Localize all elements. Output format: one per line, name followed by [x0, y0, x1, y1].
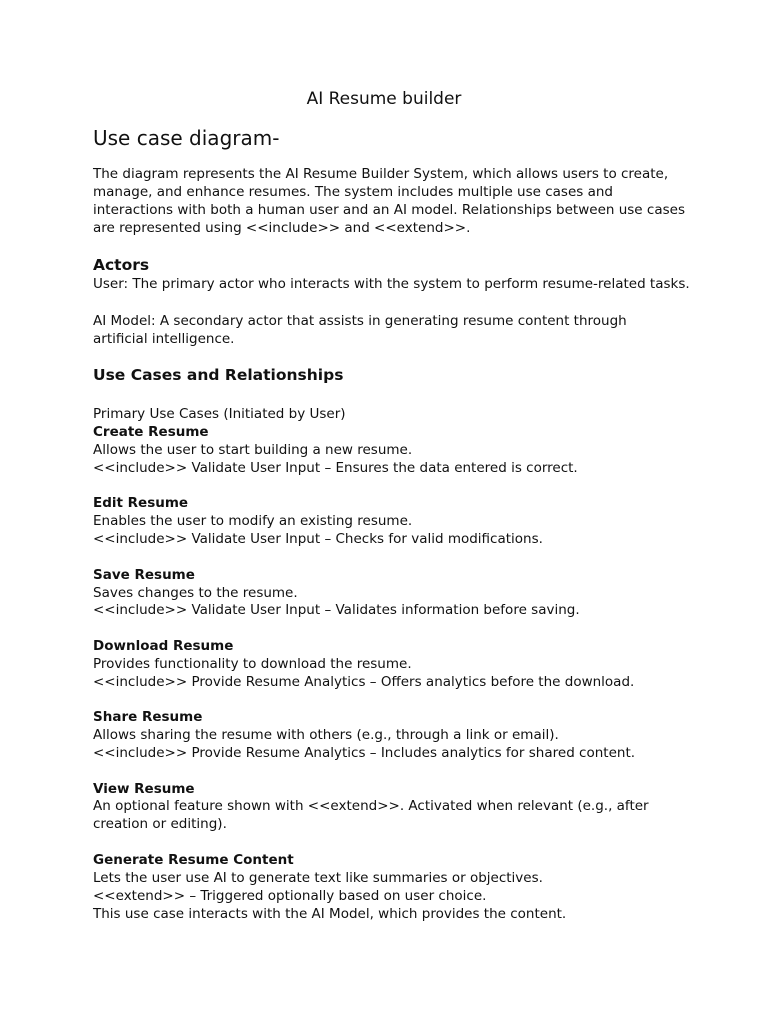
use-case-line: Provides functionality to download the resume. — [93, 656, 412, 672]
actor-user-text: User: The primary actor who interacts with the system to perform resume-related tasks. — [93, 276, 690, 292]
use-case-line: <<extend>> – Triggered optionally based on user choice. — [93, 888, 487, 904]
use-case-title: View Resume — [93, 781, 195, 797]
use-case-line: <<include>> Provide Resume Analytics – Includes analytics for shared content. — [93, 745, 636, 761]
use-case-line: Saves changes to the resume. — [93, 585, 298, 601]
use-case-line: An optional feature shown with <<extend>>. Activated when relevant (e.g., after — [93, 798, 649, 814]
use-case-title: Share Resume — [93, 709, 203, 725]
use-case-title: Download Resume — [93, 638, 234, 654]
intro-paragraph: The diagram represents the AI Resume Builder System, which allows users to create, manage, and enhance resumes. The system includes multiple use cases and interactions with both a human user and an AI model. Relationships between use cases are represented using <<include>> and <<extend>>. — [93, 166, 685, 236]
document-title: AI Resume builder — [306, 89, 462, 109]
use-case-title: Generate Resume Content — [93, 852, 294, 868]
use-cases-heading: Use Cases and Relationships — [93, 366, 344, 384]
use-case-line: <<include>> Validate User Input – Ensures the data entered is correct. — [93, 460, 578, 476]
use-case-line: <<include>> Provide Resume Analytics – Offers analytics before the download. — [93, 674, 635, 690]
use-case-line: <<include>> Validate User Input – Validates information before saving. — [93, 602, 580, 618]
use-case-title: Save Resume — [93, 567, 195, 583]
use-case-line: Enables the user to modify an existing resume. — [93, 513, 413, 529]
use-case-line: This use case interacts with the AI Model, which provides the content. — [93, 906, 567, 922]
use-case-title: Create Resume — [93, 424, 209, 440]
use-case-title: Edit Resume — [93, 495, 189, 511]
use-case-line: <<include>> Validate User Input – Checks for valid modifications. — [93, 531, 543, 547]
actor-ai-model-text: AI Model: A secondary actor that assists in generating resume content through artificial intelligence. — [93, 313, 627, 347]
use-case-line: creation or editing). — [93, 816, 227, 832]
primary-use-cases-label: Primary Use Cases (Initiated by User) — [93, 406, 346, 422]
use-case-line: Lets the user use AI to generate text like summaries or objectives. — [93, 870, 543, 886]
actors-heading: Actors — [93, 256, 150, 274]
use-case-line: Allows sharing the resume with others (e.g., through a link or email). — [93, 727, 559, 743]
section-heading-use-case-diagram: Use case diagram- — [93, 126, 280, 150]
use-case-line: Allows the user to start building a new resume. — [93, 442, 413, 458]
